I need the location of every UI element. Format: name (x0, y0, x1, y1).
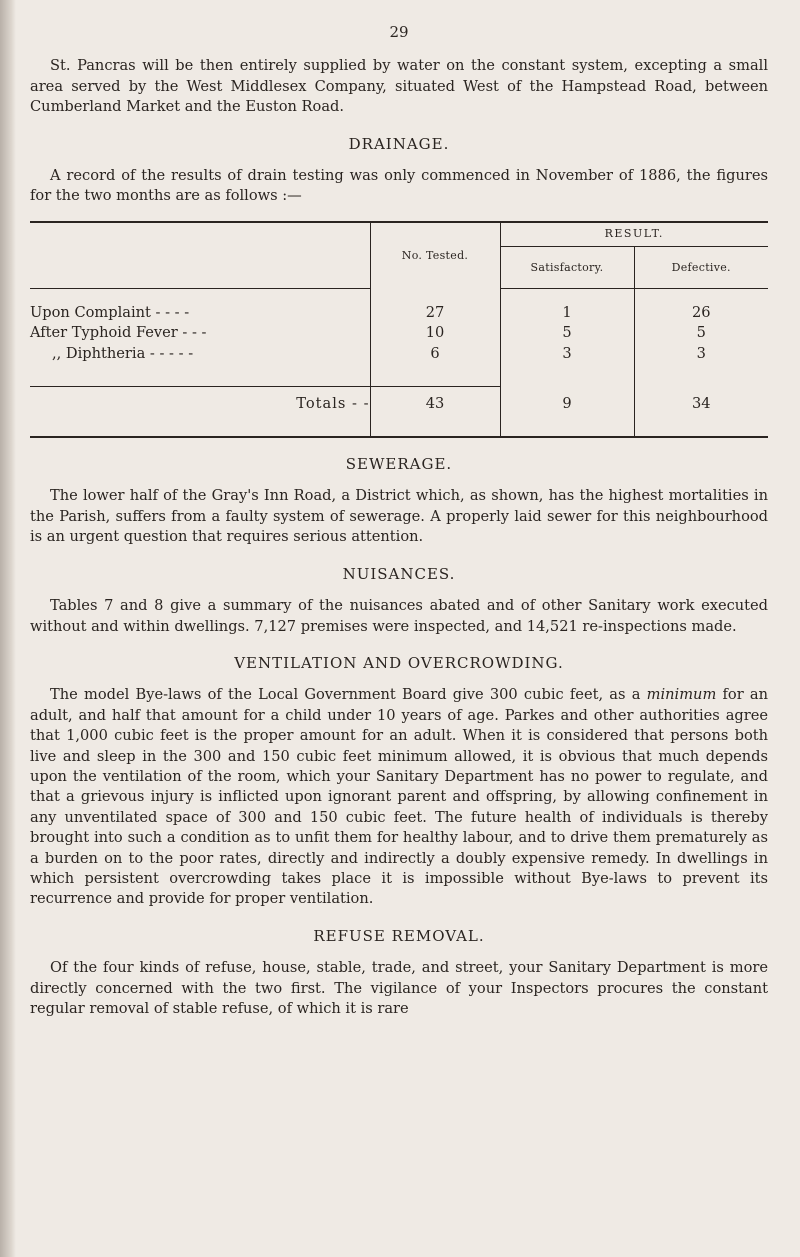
nuisances-paragraph: Tables 7 and 8 give a summary of the nuisances abated and of other Sanitary work executed without and within dwellings. 7,127 premises were inspected, and 14,521 re-inspections made. (30, 597, 768, 635)
totals-defective: 34 (691, 394, 711, 412)
table-row (30, 323, 768, 343)
refuse-paragraph: Of the four kinds of refuse, house, stable, trade, and street, your Sanitary Department is more directly concerned with the two first. The vigilance of your Inspectors procures the constant regular removal of stable refuse, of which it is rare (30, 959, 768, 1017)
header-no-tested: No. Tested. (370, 223, 500, 289)
document-page (30, 22, 768, 1019)
table-header-blank (30, 223, 370, 247)
ventilation-paragraph (30, 685, 768, 909)
row-tested: 6 (370, 344, 500, 364)
row-satisfactory: 1 (500, 303, 634, 323)
ventilation-heading: VENTILATION AND OVERCROWDING. (234, 653, 564, 672)
ventilation-emphasis: minimum (646, 686, 717, 704)
row-label: After Typhoid Fever - - - (30, 323, 370, 343)
sewerage-paragraph: The lower half of the Gray's Inn Road, a District which, as shown, has the highest mortalities in the Parish, suffers from a faulty system of sewerage. A properly laid sewer for this neighbourhood is an urgent question that requires serious attention. (30, 487, 768, 546)
row-satisfactory: 5 (500, 323, 634, 343)
row-label: Upon Complaint - - - - (30, 303, 370, 323)
page-number: 29 (389, 23, 409, 41)
drainage-heading: DRAINAGE. (348, 134, 450, 153)
totals-tested: 43 (370, 386, 500, 422)
header-result: RESULT. (500, 223, 768, 247)
totals-label: Totals - - (30, 386, 370, 422)
drainage-table (30, 223, 768, 436)
table-header-blank-2 (30, 247, 370, 289)
header-defective: Defective. (634, 247, 768, 289)
drainage-paragraph: A record of the results of drain testing was only commenced in November of 1886, the figures for the two months are as follows :— (30, 167, 768, 205)
totals-row (30, 386, 768, 422)
intro-paragraph: St. Pancras will be then entirely supplied by water on the constant system, excepting a small area served by the West Middlesex Company, situated West of the Hampstead Road, between Cumberland Market and the Euston Road. (30, 57, 768, 116)
row-defective: 3 (696, 344, 706, 362)
table-row (30, 303, 768, 323)
page-spine-shadow (0, 0, 16, 1257)
table-bottom-rule (30, 436, 768, 438)
totals-satisfactory: 9 (500, 386, 634, 422)
row-label: ,, Diphtheria - - - - - (30, 344, 370, 364)
ventilation-text-start: The model Bye-laws of the Local Government Board give 300 cubic feet, as a (50, 686, 647, 704)
row-defective: 5 (696, 324, 706, 342)
row-satisfactory: 3 (500, 344, 634, 364)
sewerage-heading: SEWERAGE. (345, 455, 453, 474)
row-tested: 10 (370, 323, 500, 343)
ventilation-text-end: for an adult, and half that amount for a child under 10 years of age. Parkes and other authorities agree that 1,000 cubic feet is the proper amount for an adult. When it is considered that persons both live and sleep in the 300 and 150 cubic feet minimum allowed, it is obvious that much depends upon the ventilation of the room, which your Sanitary Department has no power to regulate, and that a grievous injury is inflicted upon ignorant parent and offspring, by allowing confinement in any unventilated space of 300 and 150 cubic feet. The future health of individuals is thereby brought into such a condition as to unfit them for healthy labour, and to drive them prematurely as a burden on to the poor rates, directly and indirectly a doubly expensive remedy. In dwellings in which persistent overcrowding takes place it is impossible without Bye-laws to prevent its recurrence and provide for proper ventilation. (30, 686, 768, 908)
row-tested: 27 (370, 303, 500, 323)
header-satisfactory: Satisfactory. (500, 247, 634, 289)
nuisances-heading: NUISANCES. (342, 564, 456, 583)
refuse-heading: REFUSE REMOVAL. (313, 926, 485, 945)
table-row (30, 344, 768, 364)
row-defective: 26 (691, 303, 711, 321)
